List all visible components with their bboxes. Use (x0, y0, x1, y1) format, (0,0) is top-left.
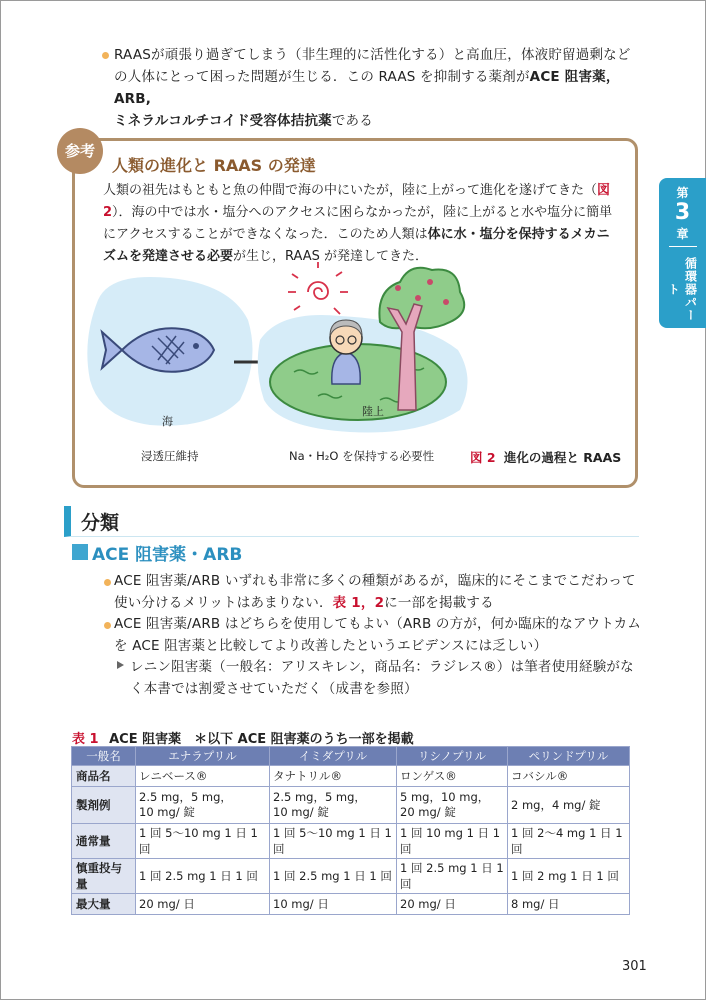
intro-paragraph (114, 44, 654, 132)
fig-ref-2[interactable]: 2 (103, 205, 113, 220)
table-cell: 1 回 2〜4 mg 1 日 1 回 (508, 824, 630, 859)
bullet-paragraph-2 (114, 613, 644, 657)
bullet-1-line-2-text: 使い分けるメリットはあまりない． (114, 595, 333, 611)
ace-inhibitor-table (71, 746, 630, 915)
table-row (72, 824, 630, 859)
ref-line-3-bold: 体に水・塩分を保持するメカニ (427, 227, 610, 242)
table-cell: 1 回 5〜10 mg 1 日 1 回 (270, 824, 397, 859)
table-cell: 1 回 10 mg 1 日 1 回 (397, 824, 508, 859)
bullet-2-line-1: ACE 阻害薬/ARB はどちらを使用してもよい（ARB の方が，何か臨床的なアウトカム (114, 616, 642, 632)
bullet-dot (104, 622, 111, 629)
table-row (72, 859, 630, 894)
reference-body (103, 180, 618, 268)
subsection-heading (64, 540, 632, 564)
square-icon (72, 544, 88, 560)
table-cell: 20 mg/ 日 (397, 894, 508, 915)
sub-bullet-triangle-icon (117, 661, 124, 669)
chapter-prefix: 第 (676, 186, 689, 200)
sub-bullet-line-1: レニン阻害薬（一般名：アリスキレン，商品名：ラジレス®）は筆者使用経験がな (130, 659, 634, 675)
section-heading (64, 506, 639, 537)
chapter-tab[interactable] (659, 178, 706, 328)
figure-number: 図 2 (470, 450, 496, 465)
sea-label: 海 (162, 415, 173, 428)
reference-title: 人類の進化と RAAS の発達 (112, 156, 316, 175)
bullet-dot (102, 52, 109, 59)
row-header: 最大量 (72, 894, 136, 915)
fig-ref-1[interactable]: 図 (597, 183, 611, 198)
row-header: 通常量 (72, 824, 136, 859)
figure-title: 進化の過程と RAAS (503, 450, 622, 465)
table-cell: 10 mg/ 日 (270, 894, 397, 915)
ref-line-2-text: ）．海の中では水・塩分へのアクセスに困らなかったが，陸に上がると水や塩分に簡単 (112, 205, 613, 220)
intro-line-2 (114, 66, 654, 110)
table-cell: 1 回 2.5 mg 1 日 1 回 (270, 859, 397, 894)
intro-line-3-text: である (331, 113, 373, 129)
table-row (72, 766, 630, 787)
chapter-part: 循環器パート (666, 256, 698, 322)
col-header: ペリンドプリル (508, 747, 630, 766)
subsection-title: ACE 阻害薬・ARB (92, 545, 243, 565)
chapter-number: 3 (674, 200, 691, 225)
table-cell: ロンゲス® (397, 766, 508, 787)
bullet-2-line-2: を ACE 阻害薬と比較してより改善したというエビデンスには乏しい） (114, 638, 548, 654)
ref-line-3-text: にアクセスすることができなくなった．このため人類は (103, 227, 428, 242)
col-header: リシノプリル (397, 747, 508, 766)
ref-line-1-text: 人類の祖先はもともと魚の仲間で海の中にいたが，陸に上がって進化を遂げてきた（ (103, 183, 598, 198)
row-header: 慎重投与量 (72, 859, 136, 894)
figure-caption (470, 448, 621, 466)
intro-line-2-text: の人体にとって困った問題が生じる．この RAAS を抑制する薬剤が (114, 69, 530, 85)
table-cell: 2.5 mg，5 mg， 10 mg/ 錠 (136, 787, 270, 824)
section-title: 分類 (81, 512, 120, 534)
chapter-divider (669, 246, 697, 247)
table-cell: 8 mg/ 日 (508, 894, 630, 915)
evolution-figure (80, 260, 480, 440)
col-header: エナラプリル (136, 747, 270, 766)
bullet-1-line-2-end: に一部を掲載する (384, 595, 494, 611)
intro-line-2-bold: ACE 阻害薬，ARB, (114, 69, 620, 107)
chapter-suffix: 章 (676, 227, 689, 241)
table-cell: 2 mg，4 mg/ 錠 (508, 787, 630, 824)
bullet-1-line-2 (114, 592, 644, 614)
table-header-row (72, 747, 630, 766)
figure-caption-left: 浸透圧維持 (141, 449, 199, 463)
ref-line-1 (103, 180, 618, 202)
table-cell: 5 mg，10 mg， 20 mg/ 錠 (397, 787, 508, 824)
table-ref[interactable]: 表 1，2 (332, 595, 385, 611)
table-cell: レニベース® (136, 766, 270, 787)
col-header: 一般名 (72, 747, 136, 766)
table-cell: 2.5 mg，5 mg， 10 mg/ 錠 (270, 787, 397, 824)
figure-caption-mid: Na・H₂O を保持する必要性 (289, 449, 435, 463)
intro-line-3-bold: ミネラルコルチコイド受容体拮抗薬 (114, 113, 332, 129)
table-cell: 1 回 5〜10 mg 1 日 1 回 (136, 824, 270, 859)
ref-line-4-bold: ズムを発達させる必要 (103, 249, 234, 264)
table-cell: コバシル® (508, 766, 630, 787)
row-header: 製剤例 (72, 787, 136, 824)
row-header: 商品名 (72, 766, 136, 787)
sub-bullet-paragraph (130, 656, 650, 700)
table-title: ACE 阻害薬 ＊以下 ACE 阻害薬のうち一部を掲載 (109, 732, 414, 747)
bullet-1-line-1: ACE 阻害薬/ARB いずれも非常に多くの種類があるが，臨床的にそこまでこだわって (114, 573, 636, 589)
ref-line-2 (103, 202, 618, 224)
table-cell: タナトリル® (270, 766, 397, 787)
ref-line-3 (103, 224, 618, 246)
table-cell: 1 回 2.5 mg 1 日 1 回 (136, 859, 270, 894)
sub-bullet-line-2: く本書では割愛させていただく（成書を参照） (130, 681, 418, 697)
bullet-dot (104, 579, 111, 586)
sun-icon (288, 262, 348, 314)
table-cell: 1 回 2.5 mg 1 日 1 回 (397, 859, 508, 894)
page-number: 301 (622, 959, 647, 974)
table-row (72, 894, 630, 915)
land-label: 陸上 (362, 405, 384, 418)
table-caption (72, 728, 414, 747)
table-row (72, 787, 630, 824)
ref-line-4-text: が生じ，RAAS が発達してきた． (233, 249, 429, 264)
reference-badge: 参考 (57, 128, 103, 174)
table-cell: 1 回 2 mg 1 日 1 回 (508, 859, 630, 894)
bullet-paragraph-1 (114, 570, 644, 614)
col-header: イミダプリル (270, 747, 397, 766)
intro-line-3 (114, 110, 654, 132)
intro-line-1: RAASが頑張り過ぎてしまう（非生理的に活性化する）と高血圧，体液貯留過剰など (114, 47, 631, 63)
table-number: 表 1 (72, 732, 99, 747)
table-cell: 20 mg/ 日 (136, 894, 270, 915)
